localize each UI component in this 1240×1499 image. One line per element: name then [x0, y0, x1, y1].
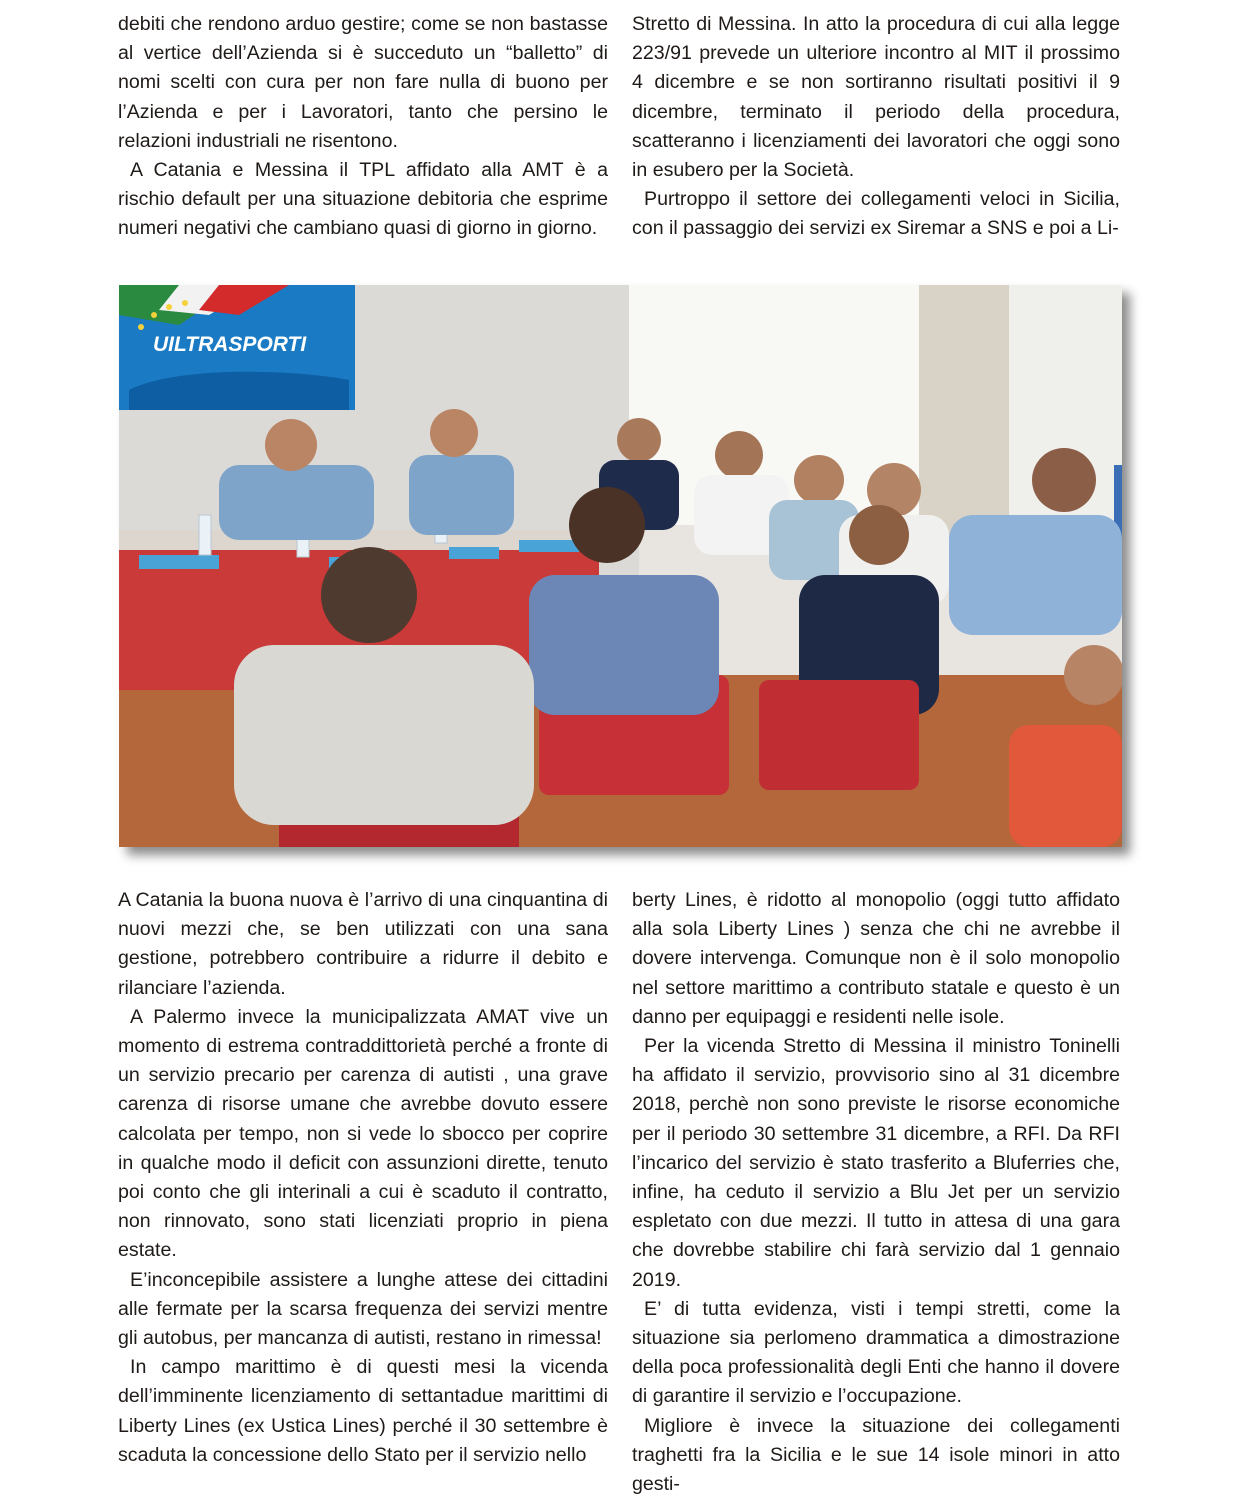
paragraph: berty Lines, è ridotto al monopolio (oggi tutto affidato alla sola Liberty Lines ) senza che chi ne avrebbe il dovere intervenga. Comunque non è il solo monopolio nel settore marittimo a contributo statale e questo è un danno per equipaggi e residenti nelle isole. [632, 889, 1120, 1028]
article-column-bottom-right [632, 886, 1120, 1499]
paragraph: E’ di tutta evidenza, visti i tempi stretti, come la situazione sia perlomeno drammatica a dimostrazione della poca professionalità degli Enti che hanno il dovere di garantire il servizio e l’occupazione. [632, 1297, 1120, 1408]
banner-text: UILTRASPORTI [153, 333, 307, 356]
paragraph: A Catania e Messina il TPL affidato alla AMT è a rischio default per una situazione debitoria che esprime numeri negativi che cambiano quasi di giorno in giorno. [118, 159, 608, 240]
article-column-bottom-left [118, 886, 608, 1470]
paragraph: Stretto di Messina. In atto la procedura di cui alla legge 223/91 prevede un ulteriore incontro al MIT il prossimo 4 dicembre e se non sortiranno risultati positivi il 9 dicembre, terminato il periodo della procedura, scatteranno i licenziamenti dei lavoratori che oggi sono in esubero per la Società. [632, 13, 1120, 182]
paragraph: Migliore è invece la situazione dei collegamenti traghetti fra la Sicilia e le sue 14 isole minori in atto gesti- [632, 1414, 1120, 1496]
paragraph: debiti che rendono arduo gestire; come se non bastasse al vertice dell’Azienda si è succeduto un “balletto” di nomi scelti con cura per non fare nulla di buono per l’Azienda e per i Lavoratori, tanto che persino le relazioni industriali ne risentono. [118, 13, 608, 152]
paragraph: E’inconcepibile assistere a lunghe attese dei cittadini alle fermate per la scarsa frequenza dei servizi mentre gli autobus, per mancanza di autisti, restano in rimessa! [118, 1268, 608, 1350]
paragraph: Per la vicenda Stretto di Messina il ministro Toninelli ha affidato il servizio, provvisorio sino al 31 dicembre 2018, perchè non sono previste le risorse economiche per il periodo 30 settembre 31 dicembre, a RFI. Da RFI l’incarico del servizio è stato trasferito a Bluferries che, infine, ha ceduto il servizio a Blu Jet per un servizio espletato con due mezzi. Il tutto in attesa di una gara che dovrebbe stabilire chi farà servizio dal 1 gennaio 2019. [632, 1035, 1120, 1291]
meeting-photo [119, 285, 1122, 847]
paragraph: A Catania la buona nuova è l’arrivo di una cinquantina di nuovi mezzi che, se ben utilizzati con una sana gestione, potrebbero contribuire a ridurre il debito e rilanciare l’azienda. [118, 889, 608, 999]
paragraph: A Palermo invece la municipalizzata AMAT vive un momento di estrema contraddittorietà perché a fronte di un servizio precario per carenza di autisti , una grave carenza di risorse umane che avrebbe dovuto essere calcolata per tempo, non si vede lo sbocco per coprire in qualche modo il deficit con assunzioni dirette, tenuto poi conto che gli interinali a cui è scaduto il contratto, non rinnovato, sono stati licenziati proprio in piena estate. [118, 1005, 608, 1262]
article-column-top-left [118, 10, 608, 244]
article-column-top-right [632, 10, 1120, 244]
paragraph: Purtroppo il settore dei collegamenti veloci in Sicilia, con il passaggio dei servizi ex Siremar a SNS e poi a Li- [632, 188, 1120, 240]
uiltrasporti-banner [119, 285, 355, 410]
paragraph: In campo marittimo è di questi mesi la vicenda dell’imminente licenziamento di settantadue marittimi di Liberty Lines (ex Ustica Lines) perché il 30 settembre è scaduta la concessione dello Stato per il servizio nello [118, 1356, 608, 1466]
